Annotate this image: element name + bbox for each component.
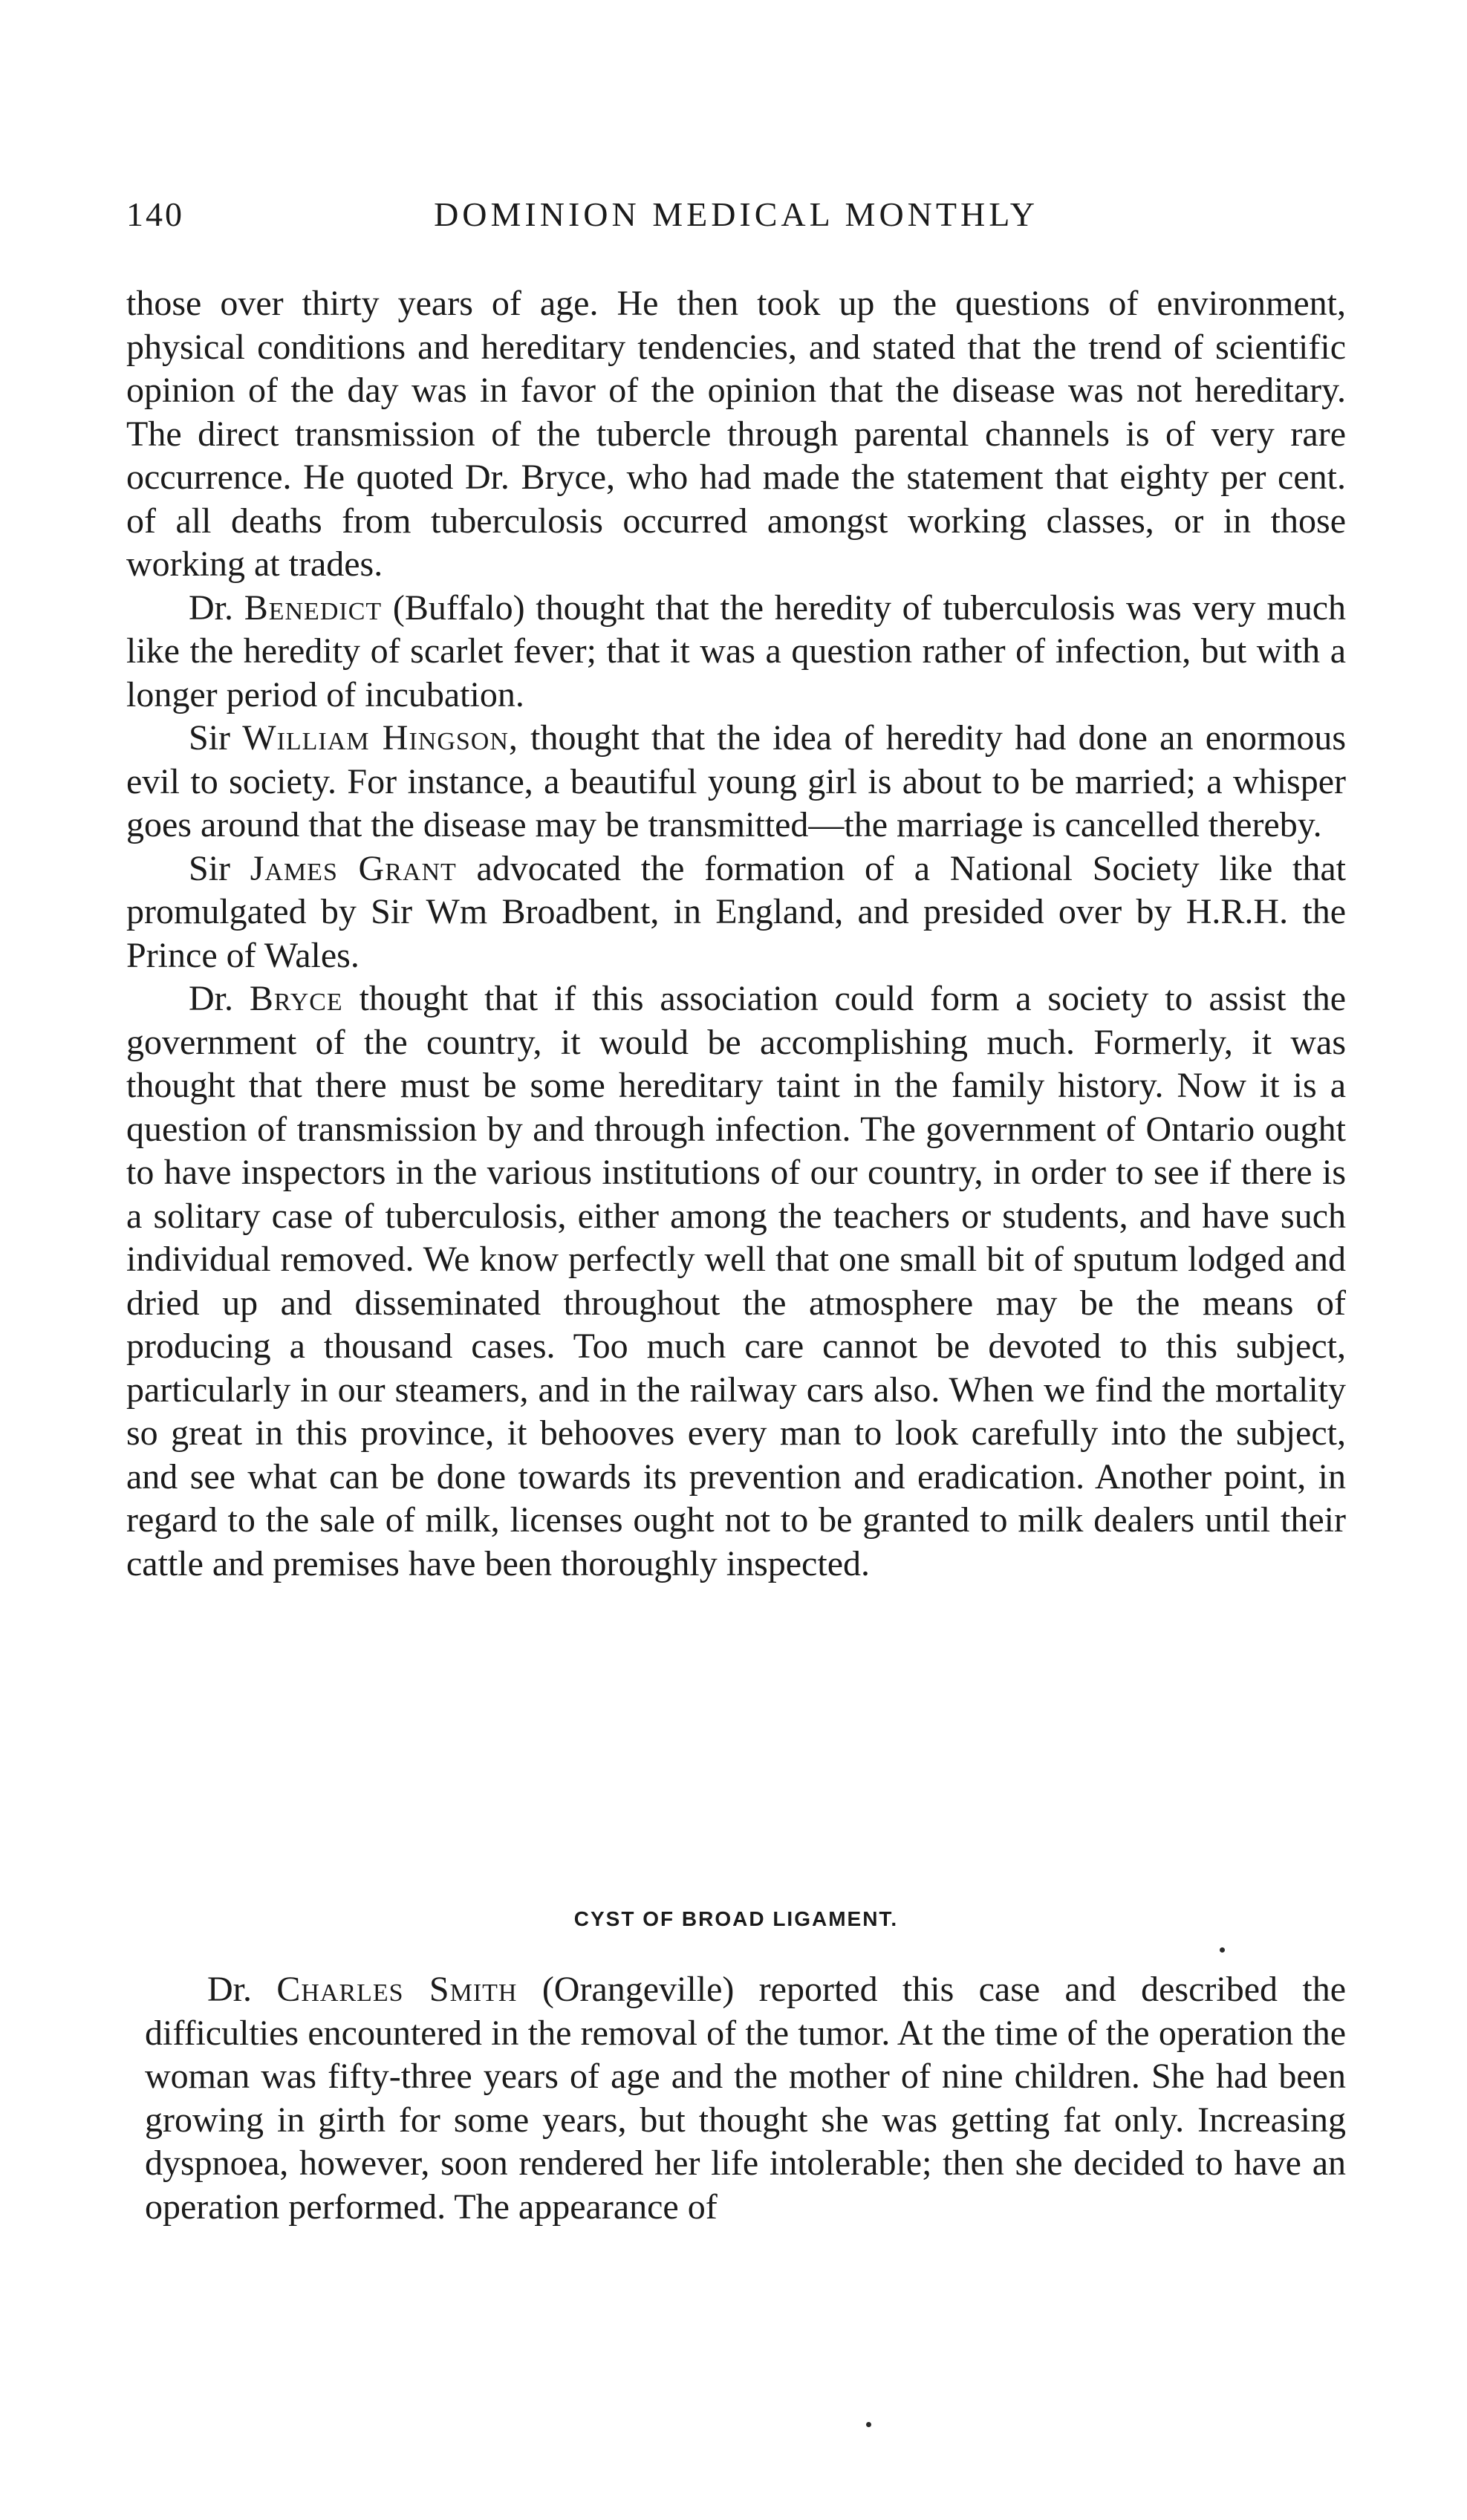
body-text <box>126 282 1346 1586</box>
speaker-name: James Grant <box>250 848 457 888</box>
speaker-title: Sir <box>189 848 231 888</box>
running-head <box>126 195 1346 247</box>
paragraph-smith <box>145 1968 1346 2229</box>
page-number: 140 <box>126 195 184 233</box>
paragraph-hingson <box>126 717 1346 847</box>
speaker-title: Dr. <box>189 979 233 1018</box>
paragraph-bryce <box>126 977 1346 1586</box>
paragraph-text: thought that the idea of heredity had done an enormous evil to society. For instance, a beautiful young girl is about to be married; a whisper goes around that the disease may be transmitted—the marriage is cancelled thereby. <box>126 718 1347 844</box>
section-text <box>145 1968 1346 2229</box>
paragraph-text: thought that if this association could form a society to assist the government of the country, it would be accomplishing much. Formerly, it was thought that there must be some hereditary taint in the family history. Now it is a question of transmission by and through infection. The government of Ontario ought to have inspectors in the various institutions of our country, in order to see if there is a solitary case of tuberculosis, either among the teachers or students, and have such individual removed. We know perfectly well that one small bit of sputum lodged and dried up and disseminated throughout the atmosphere may be the means of producing a thousand cases. Too much care cannot be devoted to this subject, particularly in our steamers, and in the railway cars also. When we find the mortality so great in this province, it behooves every man to look carefully into the subject, and see what can be done towards its prevention and eradication. Another point, in regard to the sale of milk, licenses ought not to be granted to milk dealers until their cattle and premises have been thoroughly inspected. <box>126 979 1346 1583</box>
speaker-name: Benedict <box>244 587 383 628</box>
section-heading: CYST OF BROAD LIGAMENT. <box>573 1907 899 1930</box>
paragraph-grant <box>126 847 1346 978</box>
paragraph-text: (Buffalo) thought that the heredity of tuberculosis was very much like the heredity of scarlet fever; that it was a question rather of infection, but with a longer period of incubation. <box>126 587 1347 714</box>
speaker-title: Dr. <box>207 1970 252 2009</box>
paragraph-text: those over thirty years of age. He then took up the questions of environment, physical conditions and hereditary tendencies, and stated that the trend of scientific opinion of the day was in favor of the opinion that the disease was not hereditary. The direct transmission of the tubercle through parental channels is of very rare occurrence. He quoted Dr. Bryce, who had made the statement that eighty per cent. of all deaths from tuberculosis occurred amongst working classes, or in those working at trades. <box>126 284 1346 584</box>
paragraph-benedict <box>126 587 1346 717</box>
paragraph-text: advocated the formation of a National Society like that promulgated by Sir Wm Broadbent, in England, and presided over by H.R.H. the Prince of Wales. <box>126 848 1347 975</box>
speaker-title: Sir <box>189 718 231 758</box>
paragraph-continued <box>126 282 1346 587</box>
journal-title: DOMINION MEDICAL MONTHLY <box>434 195 1038 233</box>
paragraph-text: (Orangeville) reported this case and described the difficulties encountered in the removal of the tumor. At the time of the operation the woman was fifty-three years of age and the mother of nine children. She had been growing in girth for some years, but thought she was getting fat only. Increasing dyspnoea, however, soon rendered her life intolerable; then she decided to have an operation performed. The appearance of <box>145 1970 1347 2227</box>
speaker-name: Bryce <box>249 979 343 1018</box>
speaker-name: Charles Smith <box>276 1970 518 2009</box>
print-speck <box>1220 1947 1225 1953</box>
speaker-title: Dr. <box>189 587 233 628</box>
print-speck <box>866 2422 871 2427</box>
speaker-name: William Hingson, <box>242 718 518 758</box>
